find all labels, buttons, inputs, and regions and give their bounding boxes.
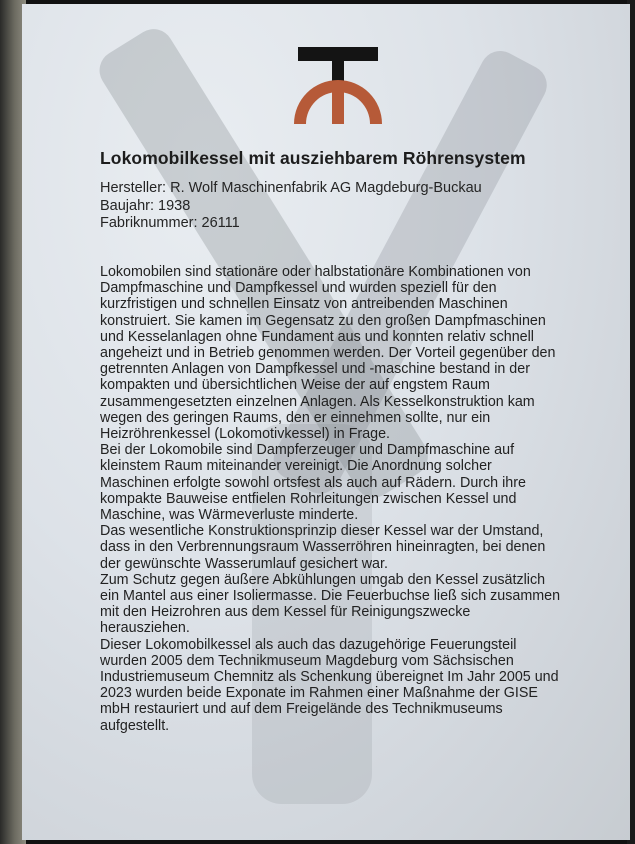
body-line: mit den Heizrohren aus dem Kessel für Reinigungszwecke: [100, 604, 471, 621]
body-line: kompakte Bauweise entfielen Rohrleitungen zwischen Kessel und: [100, 490, 517, 507]
body-line: Zum Schutz gegen äußere Abkühlungen umgab den Kessel zusätzlich: [100, 571, 546, 588]
body-line: Bei der Lokomobile sind Dampferzeuger und Dampfmaschine auf: [100, 442, 515, 459]
body-line: Dampfmaschine und Dampfkessel und wurden speziell für den: [100, 280, 497, 297]
body-line: ein Mantel aus einer Isoliermasse. Die Feuerbuchse ließ sich zusammen: [100, 588, 561, 605]
body-line: getrennten Anlagen von Dampfkessel und -maschine bestand in der: [100, 361, 530, 378]
body-line: und Kesselanlagen ohne Fundament aus und konnten relativ schnell: [100, 328, 534, 345]
body-line: Das wesentliche Konstruktionsprinzip dieser Kessel war der Umstand,: [100, 523, 544, 540]
body-line: kompakten und übersichtlichen Weise der auf engstem Raum: [100, 377, 490, 394]
serial-number-line: Fabriknummer: 26111: [100, 215, 240, 231]
body-line: wegen des geringen Raums, den er einnehmen sollte, nur ein: [100, 409, 491, 426]
sign-body-text: [100, 264, 610, 734]
body-line: Heizröhrenkessel (Lokomotivkessel) in Frage.: [100, 426, 391, 443]
body-line: Maschine, was Wärmeverluste minderte.: [100, 507, 359, 524]
body-line: dass in den Verbrennungsraum Wasserröhren hineinragten, bei denen: [100, 539, 546, 556]
body-line: Lokomobilen sind stationäre oder halbstationäre Kombinationen von: [100, 264, 531, 280]
body-line: mbH restauriert und auf dem Freigelände des Technikmuseums: [100, 701, 503, 718]
build-year-line: Baujahr: 1938: [100, 197, 191, 214]
body-line: Maschinen erfolgte sowohl ortsfest als auch auf Rädern. Durch ihre: [100, 474, 526, 491]
body-line: 2023 wurden beide Exponate im Rahmen einer Maßnahme der GISE: [100, 685, 538, 702]
body-line: Industriemuseum Chemnitz als Schenkung übereignet Im Jahr 2005 und: [100, 669, 559, 686]
body-line: aufgestellt.: [100, 717, 170, 734]
body-line: wurden 2005 dem Technikmuseum Magdeburg vom Sächsischen: [100, 652, 514, 669]
museum-logo-icon: [288, 44, 388, 134]
sign-meta: [100, 180, 620, 233]
body-line: der gewünschte Wasserumlauf gesichert war.: [100, 555, 388, 572]
sign-title: Lokomobilkessel mit ausziehbarem Röhrensystem: [100, 148, 526, 168]
info-sign: [22, 4, 630, 840]
body-line: zusammengesetzten einzelnen Anlagen. Als Kesselkonstruktion kam: [100, 393, 535, 410]
manufacturer-line: Hersteller: R. Wolf Maschinenfabrik AG Magdeburg-Buckau: [100, 180, 482, 196]
body-line: Dieser Lokomobilkessel als auch das dazugehörige Feuerungsteil: [100, 636, 517, 653]
body-line: angeheizt und in Betrieb genommen werden. Der Vorteil gegenüber den: [100, 345, 556, 362]
body-line: kleinstem Raum miteinander vereinigt. Die Anordnung solcher: [100, 458, 492, 475]
body-line: kurzfristigen und schnellen Einsatz von antreibenden Maschinen: [100, 296, 508, 313]
body-line: konstruiert. Sie kamen im Gegensatz zu den großen Dampfmaschinen: [100, 312, 546, 329]
body-line: herausziehen.: [100, 620, 190, 637]
